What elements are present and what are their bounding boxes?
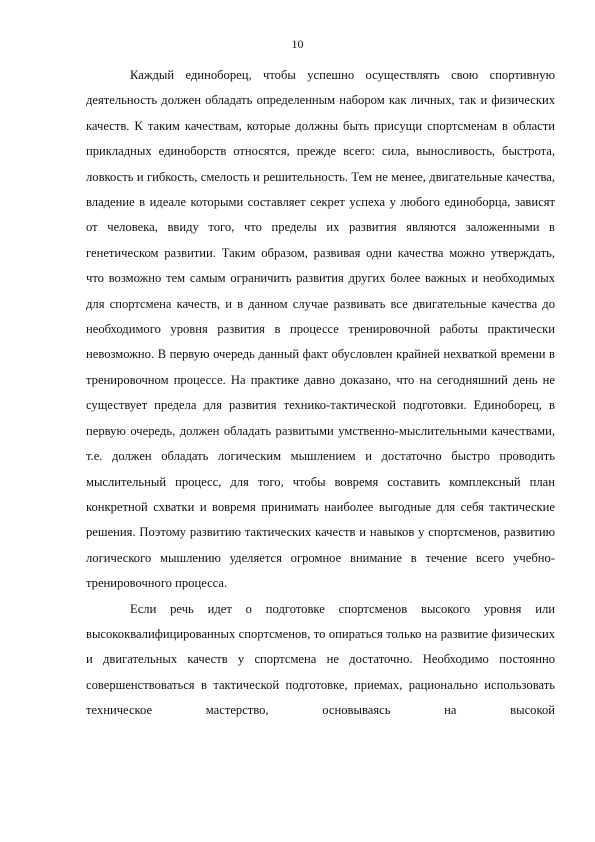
- paragraph-1: Каждый единоборец, чтобы успешно осуществлять свою спортивную деятельность должен обладать определенным набором как личных, так и физических качеств. К таким качествам, которые должны быть присущи спортсменам в области прикладных единоборств относятся, прежде всего: сила, выносливость, быстрота, ловкость и гибкость, смелость и решительность. Тем не менее, двигательные качества, владение в идеале которыми составляет секрет успеха у любого единоборца, зависят от человека, ввиду того, что пределы их развития являются заложенными в генетическом развитии. Таким образом, развивая одни качества можно утверждать, что возможно тем самым ограничить развития других более важных и необходимых для спортсмена качеств, и в данном случае развивать все двигательные качества до необходимого уровня развития в процессе тренировочной работы практически невозможно. В первую очередь данный факт обусловлен крайней нехваткой времени в тренировочном процессе. На практике давно доказано, что на сегодняшний день не существует предела для развития технико-тактической подготовки. Единоборец, в первую очередь, должен обладать развитыми умственно-мыслительными качествами, т.е. должен обладать логическим мышлением и достаточно быстро проводить мыслительный процесс, для того, чтобы вовремя составить комплексный план конкретной схватки и вовремя принимать наиболее выгодные для себя тактические решения. Поэтому развитию тактических качеств и навыков у спортсменов, развитию логического мышлению уделяется огромное внимание в течение всего учебно-тренировочного процесса.: [86, 68, 555, 591]
- body-text: [86, 63, 555, 724]
- page-number: 10: [291, 37, 304, 51]
- paragraph-2: Если речь идет о подготовке спортсменов высокого уровня или высококвалифицированных спортсменов, то опираться только на развитие физических и двигательных качеств у спортсмена не достаточно. Необходимо постоянно совершенствоваться в тактической подготовке, приемах, рационально использовать техническое мастерство, основываясь на высокой: [86, 601, 555, 718]
